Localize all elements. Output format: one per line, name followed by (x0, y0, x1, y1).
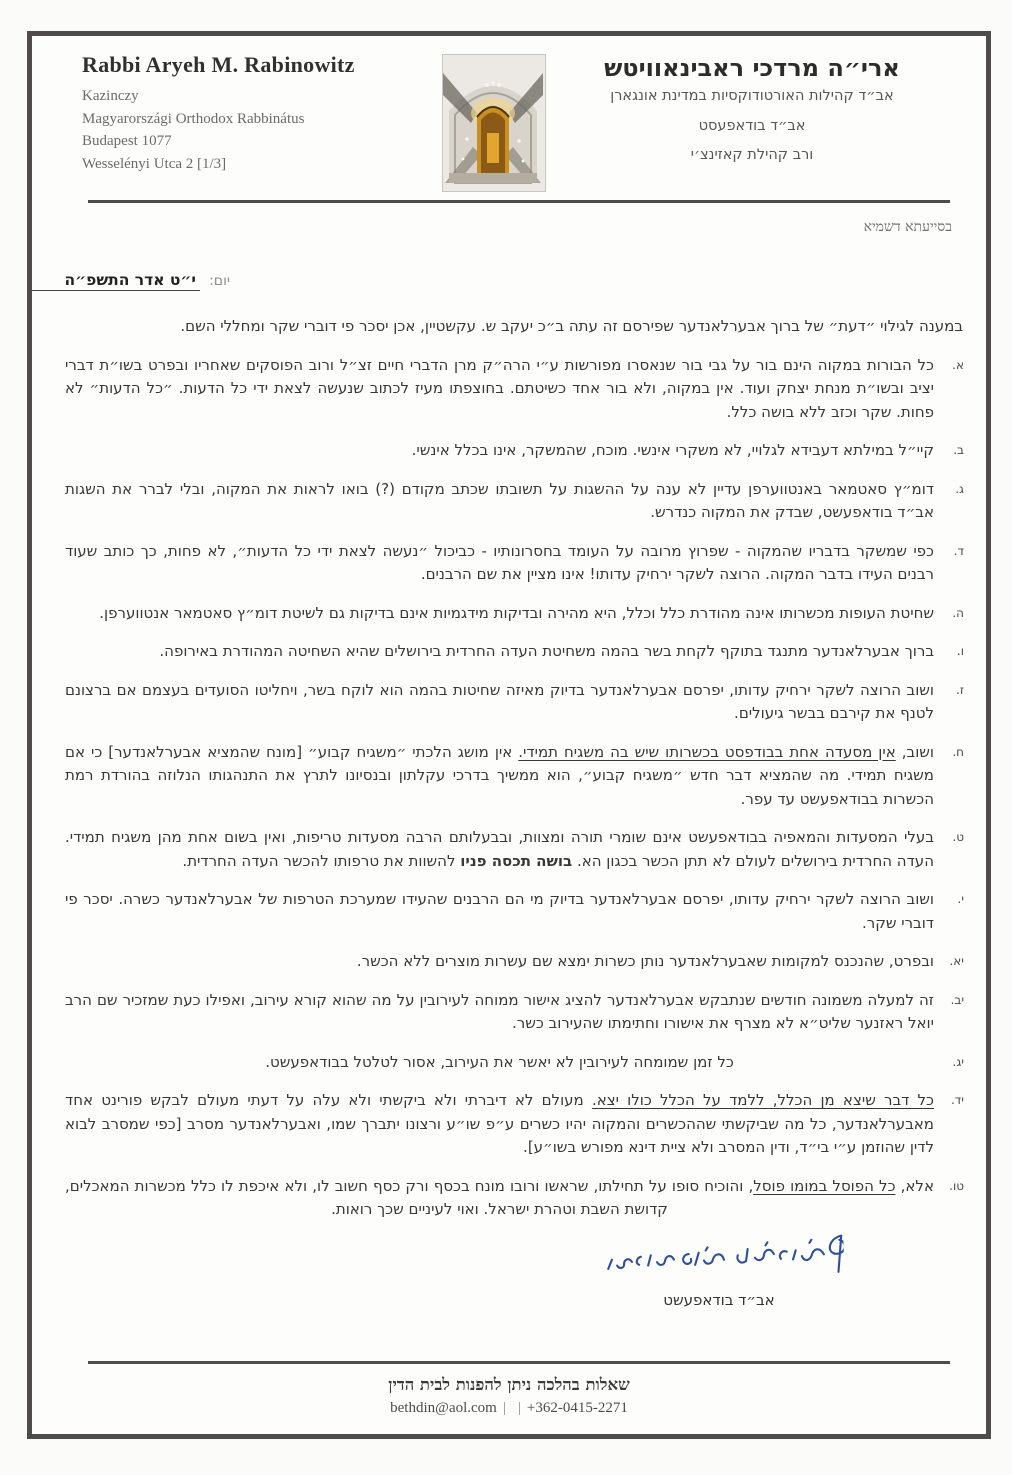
item-number: ח. (952, 744, 964, 759)
signature-title: אב״ד בודאפעשט (663, 1290, 775, 1309)
footer-divider (88, 1361, 950, 1364)
signature-handwriting (593, 1229, 845, 1290)
text-segment: כפי שמשקר בדבריו שהמקוה - שפרוץ מרובה על העומד בחסרונותיו - כביכול ״נעשה לצאת ידי כל הדעות״, לא פחות, כך כותב שעוד רבנים העידו בדבר המקוה. הרוצה לשקר ירחיק עדותו! אינו מציין את שם הרבנים. (65, 541, 934, 583)
text-segment: אלא, (895, 1176, 934, 1195)
text-segment: אין מושג הלכתי ״משגיח קבוע״ [מונח שהמציא אבערלאנדער] כי אם משגיח תמידי. מה שהמציא דבר חדש ״משגיח קבוע״, הוא ממשיך בדרכי עקלתון ובנסיונו לתרץ את התנהגותו הנלוזה בהורדת רמת הכשרות בבודאפעשט עד עפר. (65, 742, 934, 808)
letter-item (55, 640, 964, 664)
letter-item (55, 989, 964, 1036)
text-segment: כל זמן שמומחה לעירובין לא יאשר את העירוב, אסור לטלטל בבודאפעשט. (265, 1052, 734, 1071)
letter-item (55, 478, 964, 525)
item-number: ג. (955, 481, 964, 496)
item-number: יא. (949, 954, 964, 968)
text-segment: להשוות את טרפותו להכשר העדה החרדית. (182, 851, 461, 870)
text-segment: ושוב, (895, 742, 934, 761)
underlined-phrase: כל דבר שיצא מן הכלל, ללמד על הכלל כולו יצא. (591, 1091, 934, 1109)
item-text (65, 439, 934, 463)
item-text (65, 1051, 934, 1075)
title-line: ורב קהילת קאזינצ׳י (690, 147, 814, 164)
letter-item (55, 888, 964, 935)
letter-item (55, 439, 964, 463)
rabbi-name-english: Rabbi Aryeh M. Rabinowitz (82, 52, 355, 77)
item-number: ב. (953, 443, 964, 457)
letterhead-english-block (82, 52, 442, 175)
item-text (65, 602, 934, 626)
item-text (65, 679, 934, 726)
footer-separator: | (517, 1400, 521, 1416)
numbered-paragraphs (55, 354, 964, 1222)
footer (32, 1361, 986, 1429)
title-line: אב״ד קהילות האורטודוקסיות במדינת אונגארן (610, 88, 894, 104)
text-segment: זה למעלה משמונה חודשים שנתבקש אבערלאנדער להציג אישור ממוחה לעירובין על מה שהוא קורא עירוב, ואפילו כעת שמזכיר שם הרב יואל ראזנער שליט״א לא מצרף את אישורו וחתימתו שהעירוב כשר. (65, 990, 934, 1032)
letter-item (55, 354, 964, 425)
item-number: ז. (956, 682, 964, 697)
address-line: Magyarországi Orthodox Rabbinátus (82, 110, 305, 127)
letter-item (55, 1175, 964, 1222)
item-text (65, 1089, 934, 1160)
footer-title: שאלות בהלכה ניתן להפנות לבית הדין (388, 1375, 630, 1394)
address-line: Budapest 1077 (82, 133, 172, 149)
letter-item (55, 950, 964, 974)
letterhead-hebrew-titles (546, 82, 958, 171)
letter-item (55, 741, 964, 812)
footer-contact (32, 1400, 986, 1429)
item-text (65, 741, 934, 812)
bold-phrase: בושה תכסה פניו (460, 851, 573, 870)
item-text (65, 1175, 934, 1222)
bsd-heading: בסייעתא דשמיא (863, 219, 952, 235)
text-segment: ובפרט, שהנכנס למקומות שאבערלאנדער נותן כשרות ימצא שם עשרות מוצרים ללא הכשר. (356, 952, 934, 970)
text-segment: ושוב הרוצה לשקר ירחיק עדותו, יפרסם אבערלאנדער בדיוק מי הם הרבנים שהעידו שמערכת הטרפות של אבערלאנדער כשרה. יסכר פי דוברי שקר. (65, 890, 934, 932)
letterhead (32, 36, 986, 198)
letter-item (55, 1051, 964, 1075)
letter-item (55, 1089, 964, 1160)
item-number: ט. (952, 830, 964, 844)
underlined-phrase: אין מסעדה אחת בבודפסט בכשרותו שיש בה משגיח תמידי. (518, 742, 896, 761)
opening-paragraph: במענה לגילוי ״דעת״ של ברוך אבערלאנדער שפירסם זה עתה ב״כ יעקב ש. עקשטיין, אכן יסכר פי דוברי שקר ומחללי השם. (180, 317, 963, 335)
synagogue-photo (442, 54, 546, 192)
date-value: י״ט אדר התשפ״ה (32, 271, 200, 291)
letter-item (55, 826, 964, 873)
text-segment: דומ״ץ סאטמאר באנטווערפן עדיין לא ענה על ההשגות על תשובתו שכתב מקודם (?) בואו לראות את המקוה, ובלי לברר את השגות אב״ד בודאפעשט, שבדק את המקוה כנדרש. (65, 479, 934, 521)
text-segment: קיי״ל במילתא דעבידא לגלויי, לא משקרי אינשי. מוכח, שהמשקר, אינו בכלל אינשי. (411, 441, 934, 459)
text-segment: מעולם לא דיברתי ולא ביקשתי ולא עלה על דעתי מעולם לבקש פורינט אחד מאבערלאנדער, כל מה שביקשתי שההכשרים והמקוה יהיו כשרים ע״פ שו״ע ורצונו יתברך שמו, ואבערלאנדער מסרב [כפי שמסרב לבוא לדין שהוזמן ע״י בי״ד, ודין המסרב ולא ציית דינא מפורש בשו״ע]. (65, 1091, 934, 1156)
item-text (65, 478, 934, 525)
item-text (65, 989, 934, 1036)
date-line (32, 270, 230, 291)
item-text (65, 354, 934, 425)
letterhead-hebrew-block (546, 52, 958, 171)
page-border-frame (27, 31, 991, 1439)
address-line: Wesselényi Utca 2 [1/3] (82, 155, 227, 172)
item-number: יד. (950, 1093, 964, 1107)
item-number: יב. (950, 992, 964, 1007)
item-number: ה. (952, 605, 964, 620)
footer-separator: | (502, 1400, 506, 1416)
footer-phone: +362-0415-2271 (526, 1400, 628, 1416)
address-line: Kazinczy (82, 88, 139, 104)
synagogue-interior-illustration (443, 55, 543, 189)
item-text (65, 826, 934, 873)
item-text (65, 540, 934, 587)
title-line: אב״ד בודאפעסט (698, 117, 806, 134)
text-segment: ושוב הרוצה לשקר ירחיק עדותו, יפרסם אבערלאנדער בדיוק מאיזה שחיטות בהמה הוא לוקח בשר, ויחליטו הסועדים בעצמם אם ברצונם לטנף את קירבם בבשר גיעולים. (65, 680, 934, 722)
text-segment: , והוכיח סופו על תחילתו, שראשו ורובו מונח בכסף ורק כסף חשוב לו, ולא איכפת לו כלל מכשרות המאכלים, קדושת השבת וטהרת ישראל. ואוי לעיניים שכך רואות. (65, 1176, 754, 1218)
letter-body (32, 315, 986, 1309)
letter-item (55, 679, 964, 726)
signature-block (594, 1234, 844, 1309)
text-segment: שחיטת העופות מכשרותו אינה מהודרת כלל וכלל, היא מהירה ובדיקות מידגמיות אינם בדיקות גם לשיטת דומ״ץ סאטמאר אנטווערפן. (99, 603, 934, 622)
item-number: יג. (952, 1054, 964, 1069)
item-text (65, 888, 934, 935)
date-label: יום: (209, 273, 231, 289)
item-text (65, 950, 934, 974)
item-number: טו. (949, 1178, 964, 1193)
underlined-phrase: כל הפוסל במומו פוסל (753, 1176, 896, 1195)
item-number: א. (952, 357, 964, 372)
letter-item (55, 602, 964, 626)
letter-item (55, 540, 964, 587)
item-number: י. (957, 892, 964, 906)
text-segment: כל הבורות במקוה הינם בור על גבי בור שנאסרו מפורשות ע״י הרה״ק מרן הדברי חיים זצ״ל ורוב הפוסקים שאחריו ובפרט בשו״ת דברי יציב ובשו״ת מנחת יצחק ועוד. אין במקוה, ולא בור אחד כשיטתם. בחוצפתו מעיז לכתוב שנעשה לצאת ידי כל הדעות. ״כל הדעות״ לא פחות. שקר וכזב ללא בושה כלל. (65, 355, 934, 421)
footer-email: bethdin@aol.com (390, 1400, 497, 1416)
item-number: ו. (956, 644, 964, 658)
text-segment: ברוך אבערלאנדער מתנגד בתוקף לקחת בשר בהמה משחיטת העדה החרדית בירושלים שהיא השחיטה המהודרת באירופה. (159, 642, 934, 660)
item-text (65, 640, 934, 664)
item-number: ד. (953, 543, 964, 558)
text-segment: בעלי המסעדות והמאפיה בבודאפעשט אינם שומרי תורה ומצוות, ובבעלותם הרבה מסעדות טריפות, ואין בשום אחת מהן משגיח תמידי. העדה החרדית בירושלים לעולם לא תתן הכשר בכגון הא. (65, 828, 934, 870)
rabbi-name-hebrew: ארי״ה מרדכי ראבינאוויטש (604, 54, 900, 82)
letterhead-english-address (82, 85, 442, 175)
